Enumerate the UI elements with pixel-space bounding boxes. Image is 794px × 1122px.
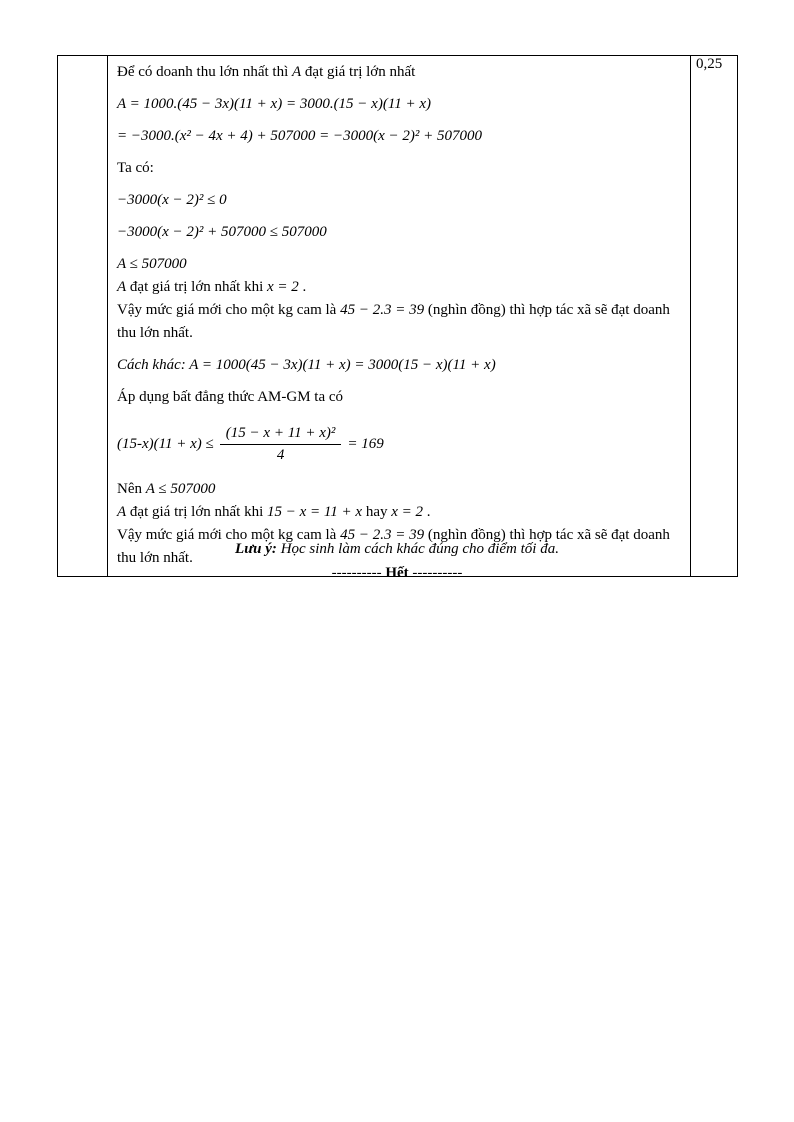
solution-conclusion-1 [117, 299, 681, 345]
text-fragment: Để có doanh thu lớn nhất thì [117, 64, 292, 80]
text-fragment: đạt giá trị lớn nhất khi [126, 504, 267, 520]
text-fragment: Vậy mức giá mới cho một kg cam là [117, 527, 341, 543]
note-text: Học sinh làm cách khác đúng cho điểm tối đa. [276, 541, 559, 557]
text-fragment: (nghìn đồng) thì hợp tác xã sẽ đạt doanh thu lớn nhất. [117, 527, 670, 566]
end-dashes-right: ---------- [408, 565, 463, 581]
math-fragment: A [117, 504, 127, 520]
footer-end-line [0, 562, 794, 584]
solution-inequality-3: A ≤ 507000 [117, 256, 187, 272]
math-fragment: A = 1000(45 − 3x)(11 + x) = 3000(15 − x)(11 + x) [185, 357, 496, 373]
text-fragment: hay [362, 504, 392, 520]
solution-formula-expanded: = −3000.(x² − 4x + 4) + 507000 = −3000(x − 2)² + 507000 [117, 128, 483, 144]
math-fragment: (15-x)(11 + x) ≤ [117, 435, 214, 452]
end-word: Hết [385, 565, 409, 581]
solution-line-1 [117, 61, 681, 84]
solution-line-max-2 [117, 501, 681, 524]
math-fragment: A [117, 279, 127, 295]
solution-formula-A: A = 1000.(45 − 3x)(11 + x) = 3000.(15 − x)(11 + x) [117, 96, 431, 112]
score-cell [691, 56, 738, 577]
solution-line-max [117, 276, 681, 299]
text-fragment: . [298, 279, 307, 295]
math-fragment: x = 2 [391, 504, 424, 520]
fraction [220, 425, 342, 464]
solution-line-taco: Ta có: [117, 160, 154, 176]
text-fragment: Vậy mức giá mới cho một kg cam là [117, 302, 341, 318]
text-fragment: (nghìn đồng) thì hợp tác xã sẽ đạt doanh thu lớn nhất. [117, 302, 670, 341]
end-dashes-left: ---------- [331, 565, 386, 581]
math-fragment: x = 2 [267, 279, 299, 295]
score-value: 0,25 [696, 56, 723, 72]
math-fragment: 45 − 2.3 = 39 [340, 527, 425, 543]
text-fragment: Nên [117, 481, 146, 497]
solution-amgm-intro: Áp dụng bất đẳng thức AM-GM ta có [117, 389, 344, 405]
math-fragment: 15 − x = 11 + x [267, 504, 363, 520]
answer-key-table [57, 55, 738, 577]
fraction-denominator: 4 [276, 446, 285, 463]
note-label: Lưu ý: [235, 541, 277, 557]
text-fragment: . [423, 504, 431, 520]
alt-method-label: Cách khác: [117, 357, 186, 373]
text-fragment: đạt giá trị lớn nhất khi [126, 279, 267, 295]
solution-amgm-inequality [117, 418, 681, 470]
solution-inequality-2: −3000(x − 2)² + 507000 ≤ 507000 [117, 224, 327, 240]
fraction-numerator: (15 − x + 11 + x)² [220, 425, 342, 445]
solution-cell [108, 56, 691, 577]
text-fragment: đạt giá trị lớn nhất [301, 64, 416, 80]
math-fragment: 45 − 2.3 = 39 [340, 302, 425, 318]
table-row [58, 56, 738, 577]
footer-note [0, 538, 794, 560]
math-fragment: A [291, 64, 302, 80]
solution-alt-method [117, 354, 681, 377]
question-number-cell [58, 56, 108, 577]
math-fragment: A ≤ 507000 [145, 481, 216, 497]
solution-inequality-1: −3000(x − 2)² ≤ 0 [117, 192, 227, 208]
solution-line-nen [117, 478, 681, 501]
math-fragment: = 169 [347, 435, 384, 452]
